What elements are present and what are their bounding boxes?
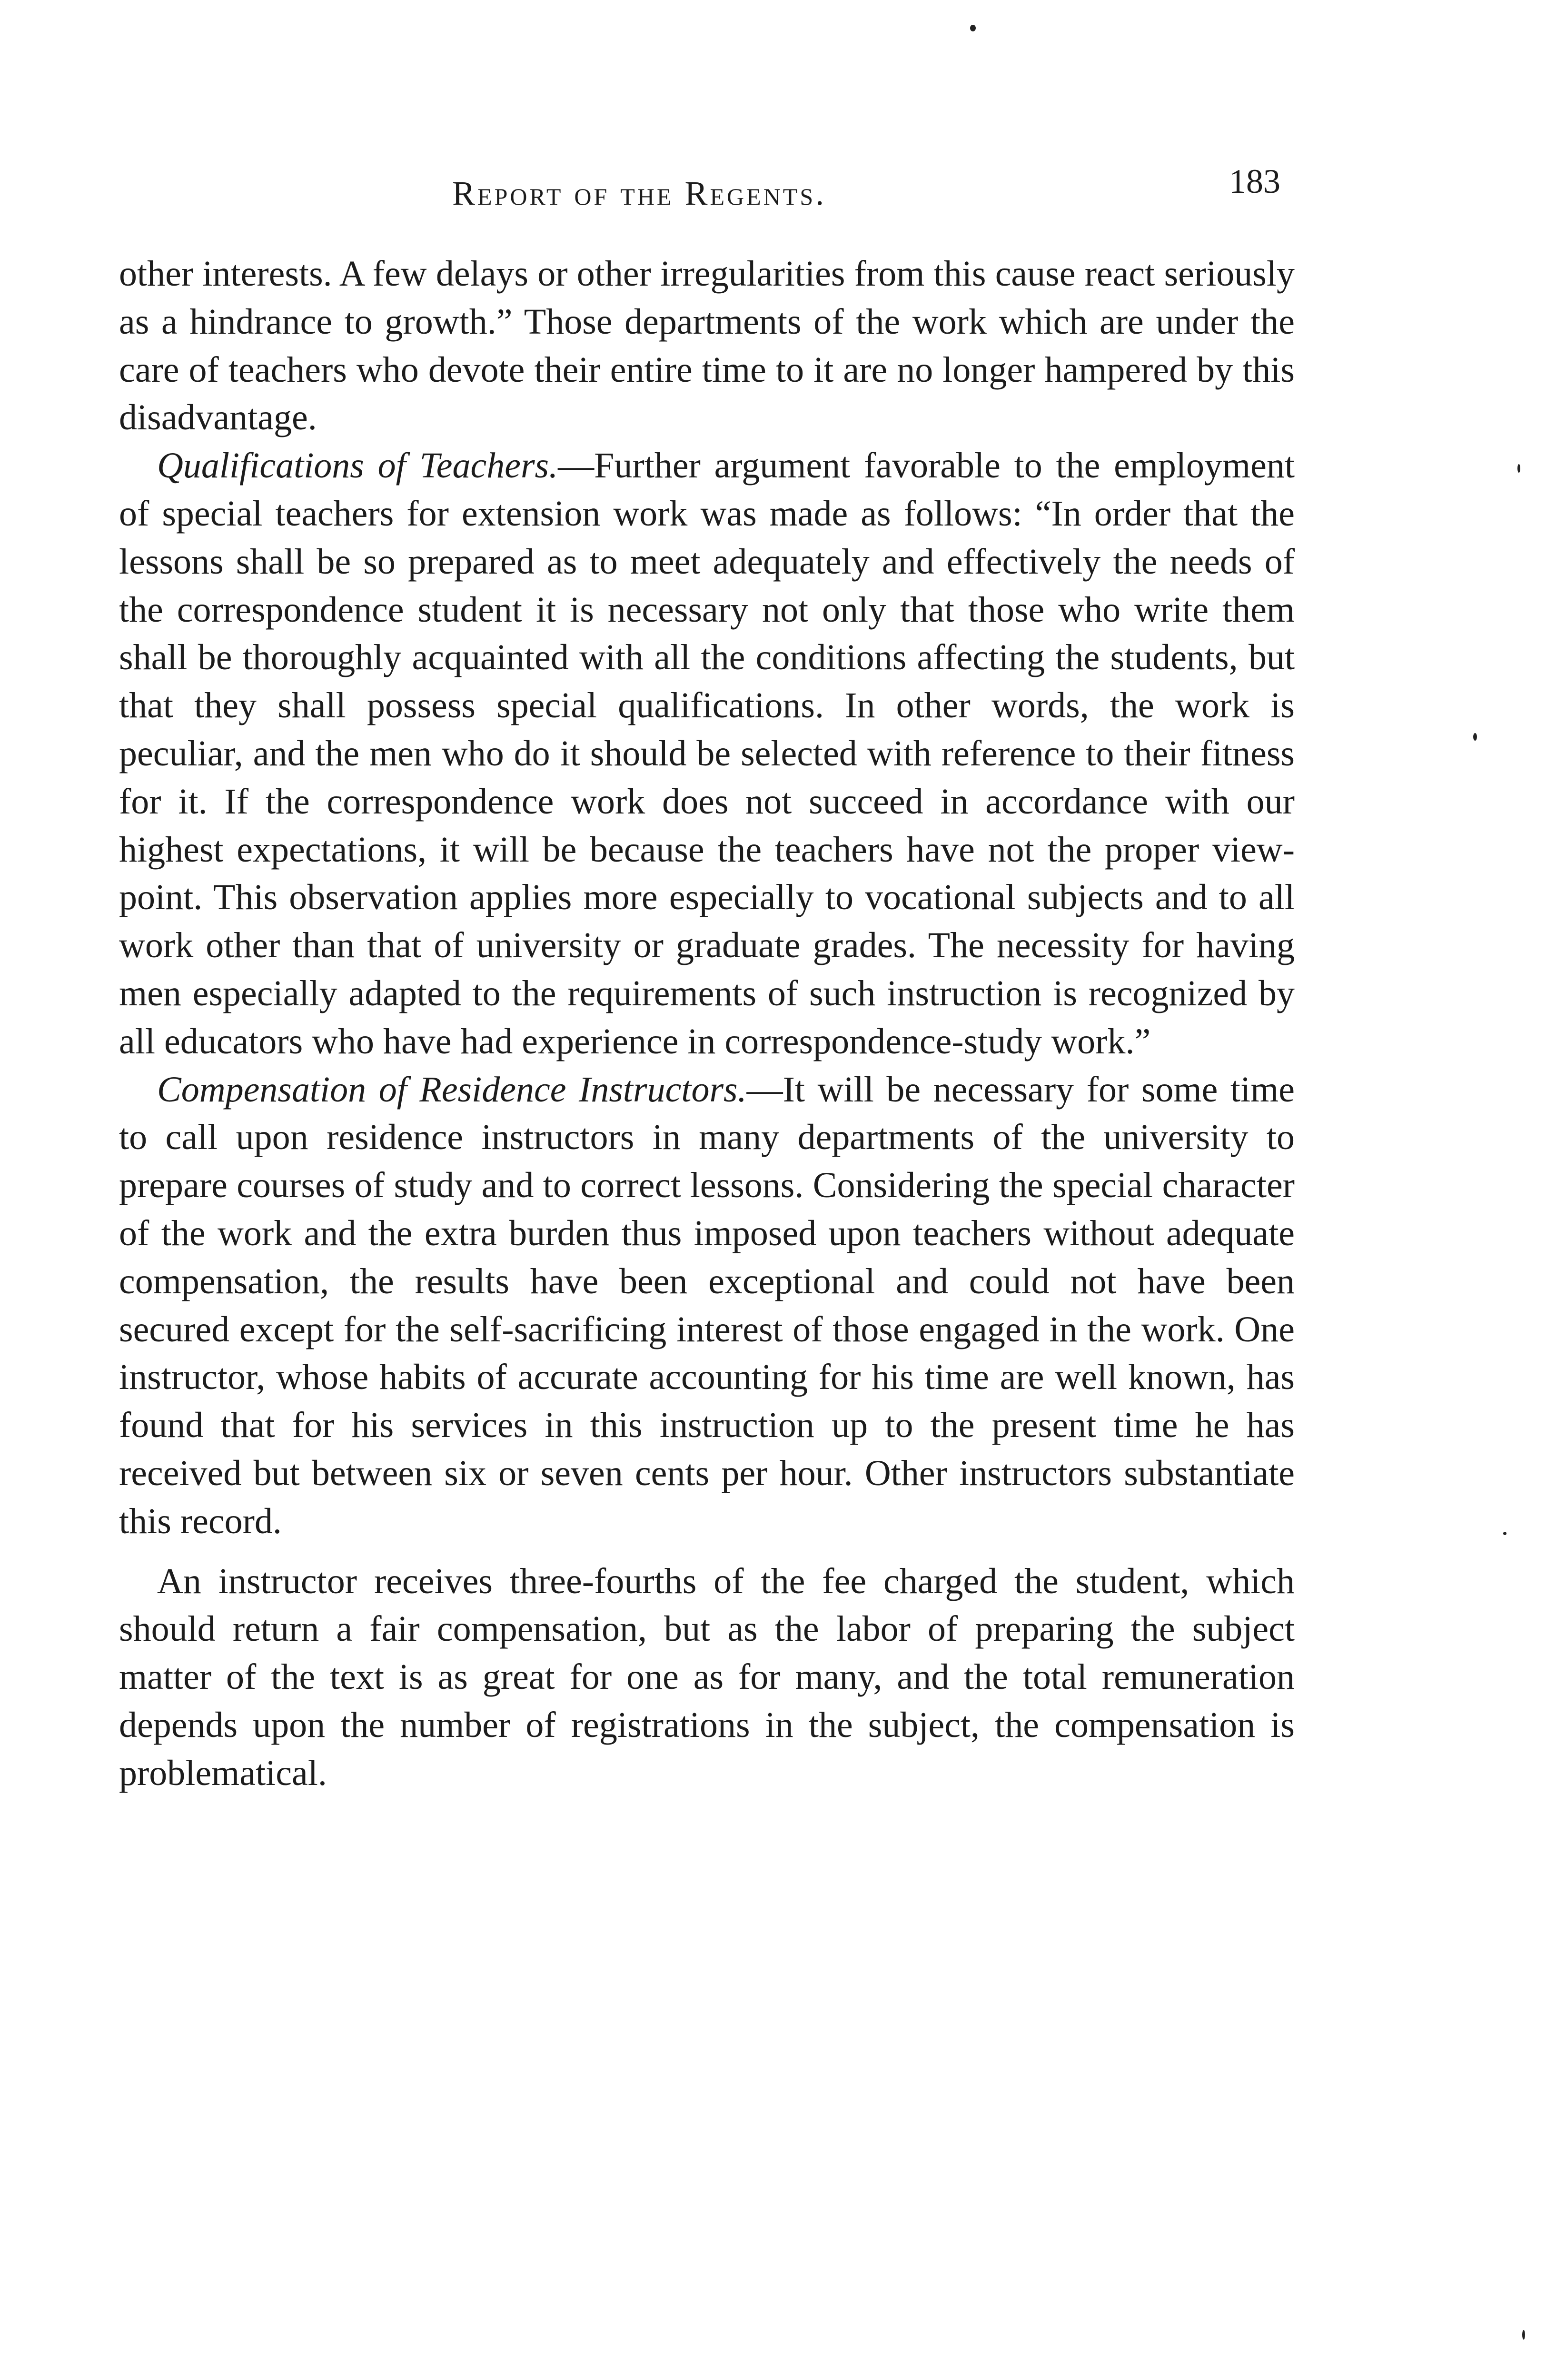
- paragraph-text: —It will be necessary for some time to call upon residence instructors in many departments of the university to prepare courses of study and to correct lessons. Considering the special character of the work and the extra burden thus imposed upon teachers without adequate compensation, the results have been exceptional and could not have been secured except for the self-sacrificing interest of those engaged in the work. One instructor, whose habits of accurate accounting for his time are well known, has found that for his services in this instruction up to the present time he has received but between six or seven cents per hour. Other instructors substantiate this record.: [119, 1069, 1295, 1541]
- run-in-heading: Compensation of Residence Instructors.: [157, 1069, 747, 1110]
- scan-speck: [1517, 464, 1520, 473]
- scan-speck: [970, 25, 976, 31]
- paragraph-compensation-of-residence-instructors: [119, 1066, 1295, 1546]
- paragraph-text: —Further argument favorable to the employment of special teachers for extension work was made as follows: “In order that the lessons shall be so prepared as to meet adequately and effectively the needs of the correspondence student it is necessary not only that those who write them shall be thoroughly acquainted with all the conditions affecting the students, but that they shall possess special qualifications. In other words, the work is peculiar, and the men who do it should be selected with reference to their fitness for it. If the correspondence work does not succeed in accordance with our highest expectations, it will be because the teachers have not the proper view-point. This observation applies more especially to vocational subjects and to all work other than that of university or graduate grades. The necessity for having men especially adapted to the requirements of such instruction is recognized by all educators who have had experience in correspondence-study work.”: [119, 446, 1295, 1061]
- paragraph-text: An instructor receives three-fourths of the fee charged the student, which should return a fair compensation, but as the labor of preparing the subject matter of the text is as great for one as for many, and the total remuneration depends upon the number of registrations in the subject, the compensation is problematical.: [119, 1561, 1295, 1793]
- scan-speck: [1473, 733, 1477, 741]
- running-head: [119, 157, 1295, 212]
- body-text: [119, 250, 1295, 1797]
- page-number: 183: [1229, 162, 1280, 200]
- scan-speck: [1503, 1532, 1506, 1535]
- scan-speck: [1522, 2330, 1525, 2340]
- run-in-heading: Qualifications of Teachers.: [157, 446, 558, 486]
- paragraph-instructor-fee: [119, 1557, 1295, 1797]
- paragraph-text: other interests. A few delays or other irregularities from this cause react seriously as a hindrance to growth.” Those departments of the work which are under the care of teachers who devote their entire time to it are no longer hampered by this disadvantage.: [119, 254, 1295, 438]
- paragraph-qualifications-of-teachers: [119, 442, 1295, 1065]
- running-title: Report of the Regents.: [452, 174, 827, 212]
- paragraph-continuation: [119, 250, 1295, 442]
